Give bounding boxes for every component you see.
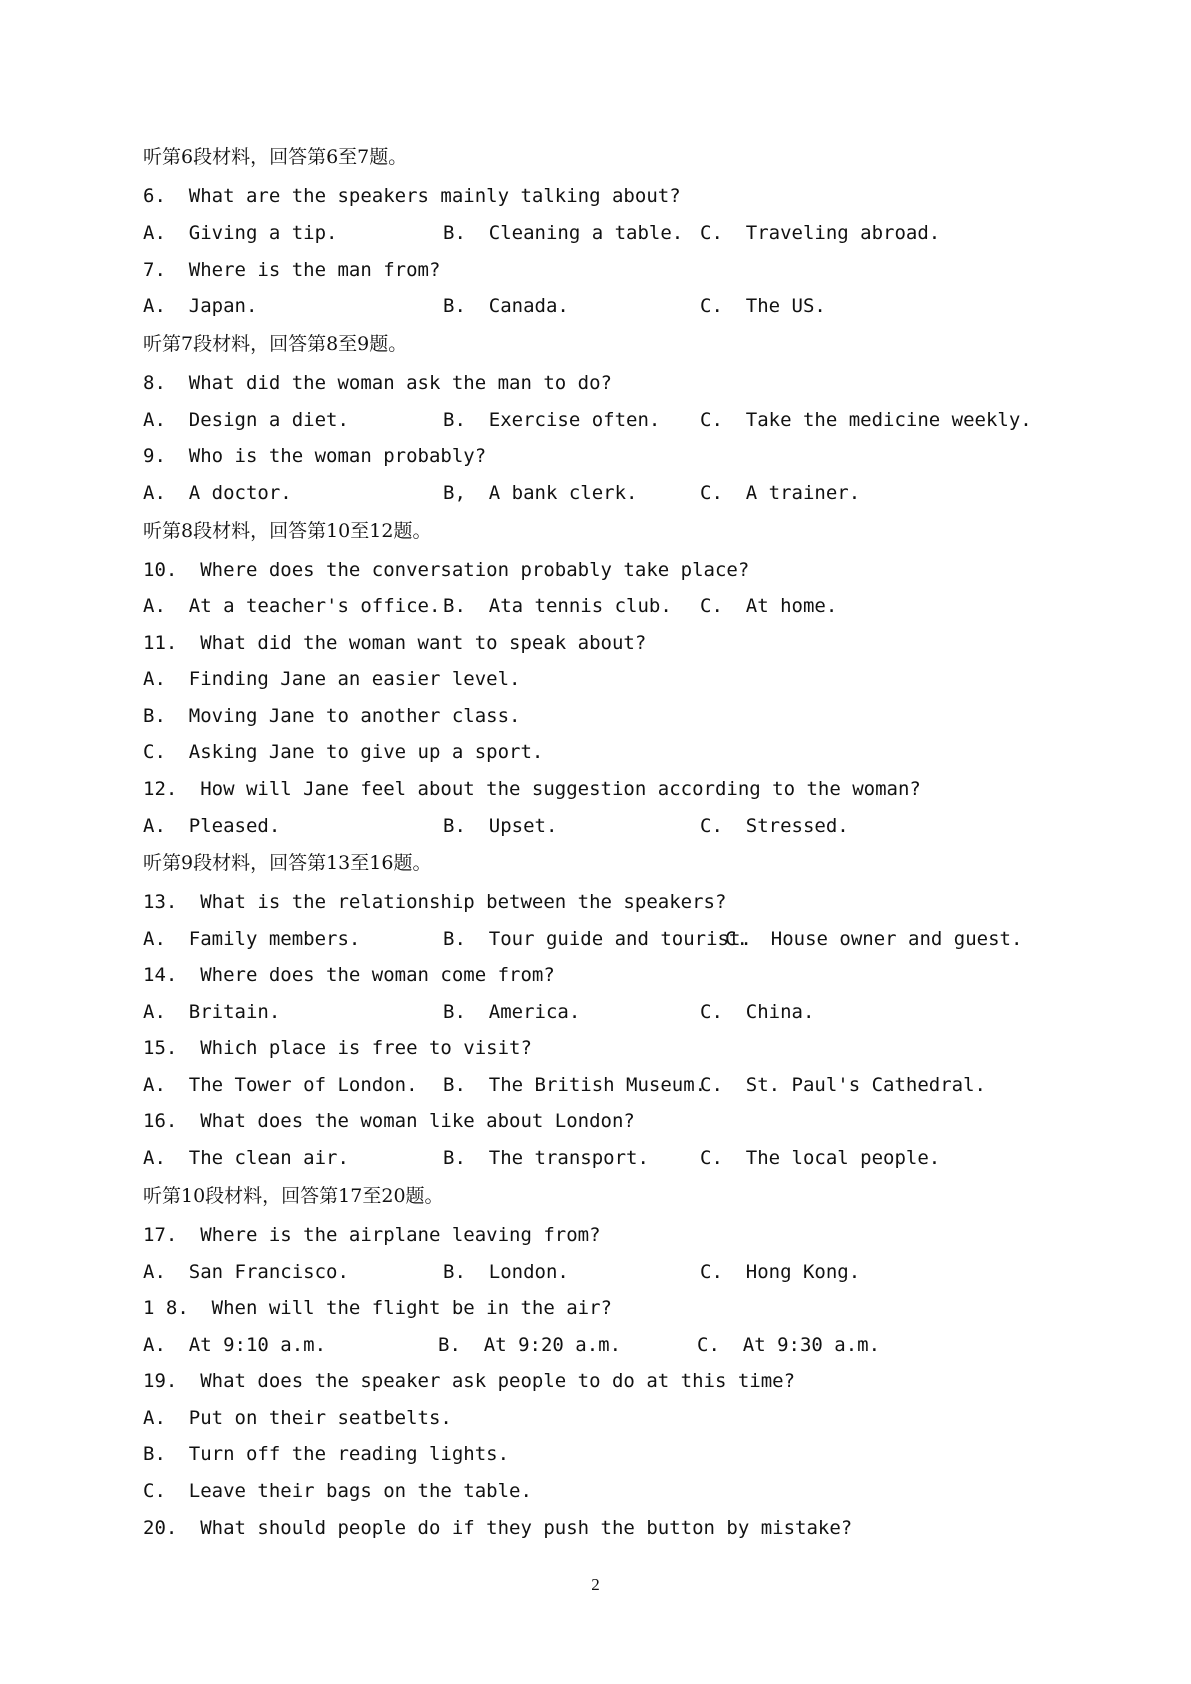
question-6: 6. What are the speakers mainly talking about?	[143, 185, 681, 207]
option-b: B. Cleaning a table.	[443, 222, 684, 244]
option-a: A. Put on their seatbelts.	[143, 1407, 452, 1429]
option-a: A. Britain.	[143, 1001, 281, 1023]
option-a: A. Japan.	[143, 295, 258, 317]
option-b: B. Tour guide and tourist.	[443, 928, 752, 950]
option-c: C. At home.	[700, 595, 838, 617]
option-a: A. At a teacher's office.	[143, 595, 441, 617]
option-c: C. China.	[700, 1001, 815, 1023]
option-c: C. Asking Jane to give up a sport.	[143, 741, 544, 763]
option-c: C. Stressed.	[700, 815, 849, 837]
option-c: C. St. Paul's Cathedral.	[700, 1074, 986, 1096]
option-b: B. America.	[443, 1001, 581, 1023]
option-b: B. Turn off the reading lights.	[143, 1443, 510, 1465]
option-c: C. Traveling abroad.	[700, 222, 941, 244]
question-10: 10. Where does the conversation probably take place?	[143, 559, 750, 581]
option-a: A. Pleased.	[143, 815, 281, 837]
option-b: B. Upset.	[443, 815, 558, 837]
option-c: C. At 9:30 a.m.	[697, 1334, 881, 1356]
option-c: C. Take the medicine weekly.	[700, 409, 1032, 431]
question-15: 15. Which place is free to visit?	[143, 1037, 532, 1059]
option-c: C. Hong Kong.	[700, 1261, 861, 1283]
option-b: B. London.	[443, 1261, 569, 1283]
question-11: 11. What did the woman want to speak about?	[143, 632, 647, 654]
question-16: 16. What does the woman like about London?	[143, 1110, 635, 1132]
option-b: B. Canada.	[443, 295, 569, 317]
option-a: A. A doctor.	[143, 482, 292, 504]
option-c: C. The US.	[700, 295, 826, 317]
section-heading: 听第7段材料，回答第8至9题。	[143, 333, 408, 355]
option-a: A. At 9:10 a.m.	[143, 1334, 327, 1356]
option-b: B. Exercise often.	[443, 409, 661, 431]
section-heading: 听第9段材料，回答第13至16题。	[143, 852, 432, 874]
option-c: C. Leave their bags on the table.	[143, 1480, 532, 1502]
question-19: 19. What does the speaker ask people to do at this time?	[143, 1370, 796, 1392]
option-a: A. Giving a tip.	[143, 222, 338, 244]
page-number: 2	[591, 1575, 600, 1594]
option-a: A. Finding Jane an easier level.	[143, 668, 521, 690]
section-heading: 听第10段材料，回答第17至20题。	[143, 1185, 444, 1207]
option-a: A. The clean air.	[143, 1147, 349, 1169]
option-b: B, A bank clerk.	[443, 482, 638, 504]
option-b: B. Moving Jane to another class.	[143, 705, 521, 727]
option-a: A. Design a diet.	[143, 409, 349, 431]
option-c: C. A trainer.	[700, 482, 861, 504]
option-c: C. The local people.	[700, 1147, 941, 1169]
option-a: A. The Tower of London.	[143, 1074, 418, 1096]
section-heading: 听第8段材料，回答第10至12题。	[143, 520, 432, 542]
question-7: 7. Where is the man from?	[143, 259, 441, 281]
question-17: 17. Where is the airplane leaving from?	[143, 1224, 601, 1246]
question-12: 12. How will Jane feel about the suggestion according to the woman?	[143, 778, 921, 800]
question-20: 20. What should people do if they push the button by mistake?	[143, 1517, 853, 1539]
question-13: 13. What is the relationship between the speakers?	[143, 891, 727, 913]
option-b: B. Ata tennis club.	[443, 595, 672, 617]
question-8: 8. What did the woman ask the man to do?	[143, 372, 612, 394]
option-a: A. San Francisco.	[143, 1261, 349, 1283]
option-b: B. At 9:20 a.m.	[438, 1334, 622, 1356]
question-18: 1 8. When will the flight be in the air?	[143, 1297, 612, 1319]
section-heading: 听第6段材料，回答第6至7题。	[143, 146, 408, 168]
question-14: 14. Where does the woman come from?	[143, 964, 555, 986]
option-b: B. The British Museum.	[443, 1074, 707, 1096]
option-b: B. The transport.	[443, 1147, 649, 1169]
option-a: A. Family members.	[143, 928, 361, 950]
question-9: 9. Who is the woman probably?	[143, 445, 487, 467]
option-c: C. House owner and guest.	[725, 928, 1023, 950]
